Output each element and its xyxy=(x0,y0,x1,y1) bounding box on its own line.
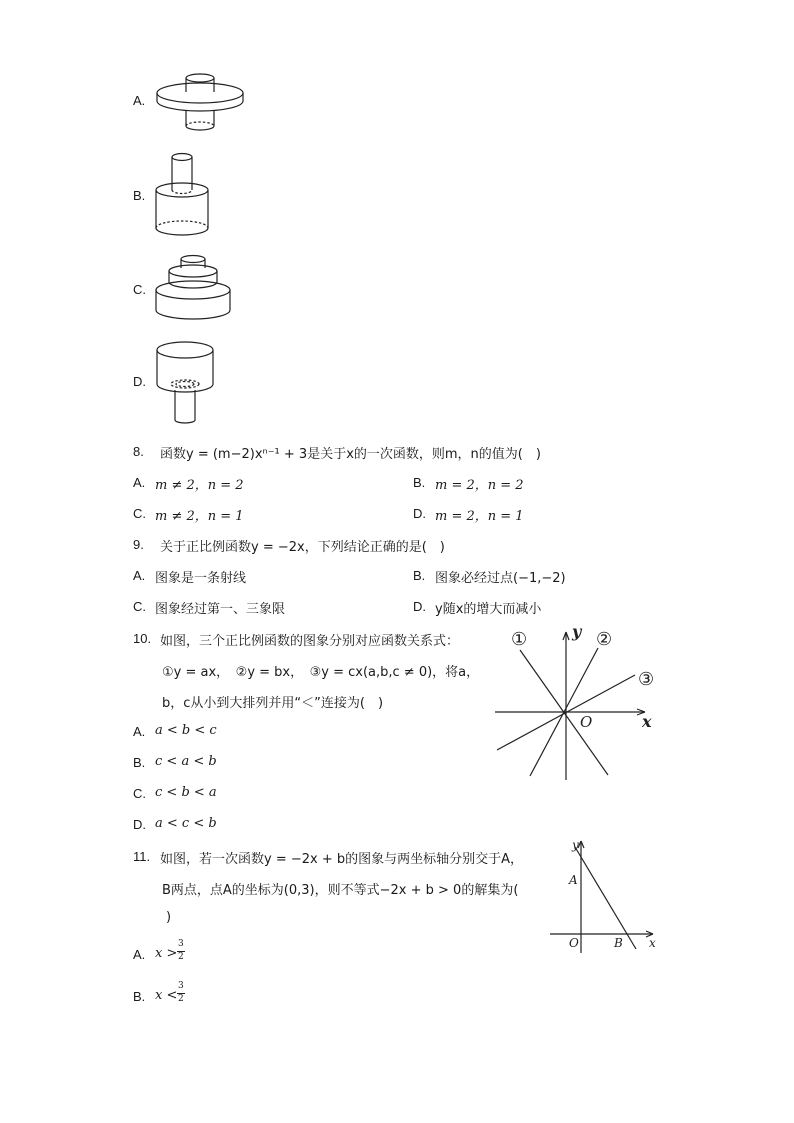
origin-label: O xyxy=(580,713,593,731)
option-letter: C. xyxy=(133,282,146,297)
question-number: 9. xyxy=(133,537,144,552)
fraction-denominator: 2 xyxy=(178,994,184,1004)
disk-with-cylinder-icon xyxy=(155,70,245,135)
question-number: 8. xyxy=(133,444,144,459)
cylinder-with-stem-icon xyxy=(155,340,225,428)
stacked-cylinders-icon xyxy=(155,150,225,242)
y-axis-label: y xyxy=(572,838,579,852)
question-stem-line3: ) xyxy=(166,910,172,925)
fraction-numerator: 3 xyxy=(178,939,184,949)
x-axis-label: x xyxy=(649,936,656,950)
question-stem-line3: b，c从小到大排列并用“＜”连接为( ) xyxy=(162,696,384,711)
origin-label: O xyxy=(569,936,579,950)
question-stem-line1: 如图，三个正比例函数的图象分别对应函数关系式： xyxy=(160,634,460,649)
fraction-numerator: 3 xyxy=(178,981,184,991)
question-stem-line2: ①y = ax， ②y = bx， ③y = cx(a,b,c ≠ 0)，将a， xyxy=(162,665,480,680)
y-axis-label: y xyxy=(572,622,582,641)
option-letter: A. xyxy=(133,93,146,108)
point-b-label: B xyxy=(614,936,623,950)
question-stem-line1: 如图，若一次函数y = −2x + b的图象与两坐标轴分别交于A， xyxy=(160,852,524,867)
x-axis-label: x xyxy=(642,712,652,731)
q11-graph xyxy=(545,835,665,955)
option-letter: D. xyxy=(133,374,146,389)
question-stem: 关于正比例函数y = −2x，下列结论正确的是( ) xyxy=(160,540,445,555)
question-stem-line2: B两点，点A的坐标为(0,3)，则不等式−2x + b > 0的解集为( xyxy=(162,883,519,898)
question-number: 10. xyxy=(133,631,152,646)
three-tier-cylinders-icon xyxy=(155,252,240,327)
fraction-denominator: 2 xyxy=(178,952,184,962)
question-number: 11. xyxy=(133,849,151,864)
line-3-label: ③ xyxy=(638,669,655,690)
point-a-label: A xyxy=(569,873,578,887)
question-stem: 函数y = (m−2)xⁿ⁻¹ + 3是关于x的一次函数，则m，n的值为( ) xyxy=(160,447,541,462)
line-2-label: ② xyxy=(596,629,613,650)
option-letter: B. xyxy=(133,188,146,203)
line-1-label: ① xyxy=(511,629,528,650)
q10-graph xyxy=(490,620,660,785)
